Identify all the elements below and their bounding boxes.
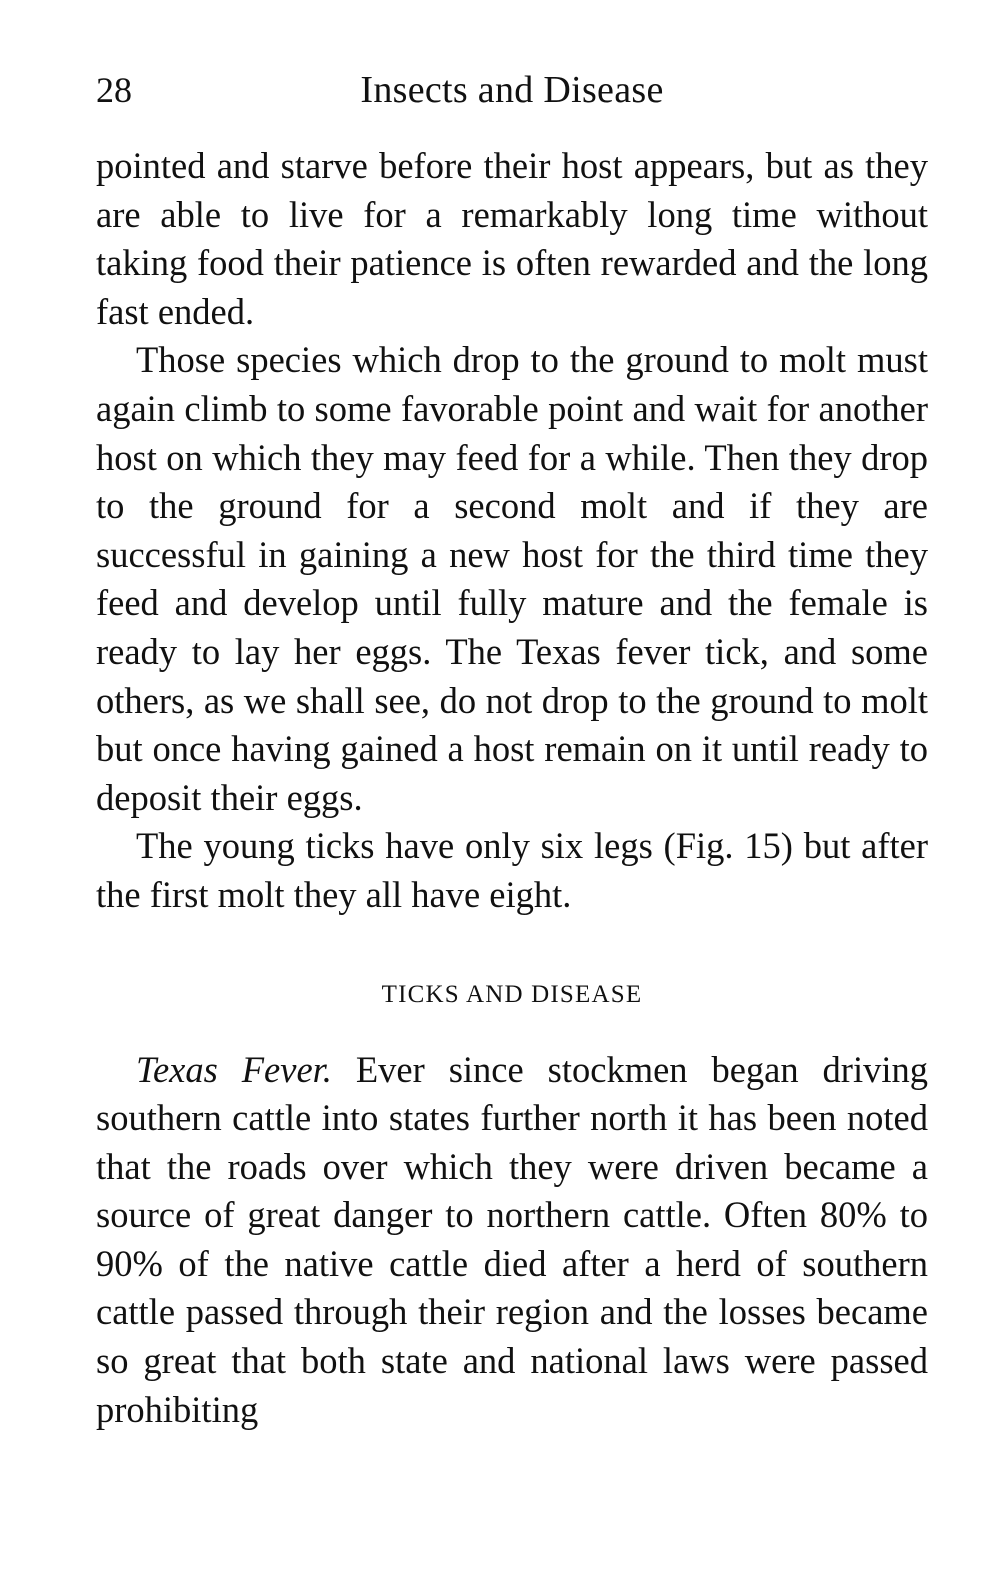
body-text bbox=[96, 142, 928, 1434]
paragraph-molting: Those species which drop to the ground to molt must again climb to some favorable point and wait for another host on which they may feed for a while. Then they drop to the ground for a second molt and if they are successful in gaining a new host for the third time they feed and develop until fully mature and the female is ready to lay her eggs. The Texas fever tick, and some others, as we shall see, do not drop to the ground to molt but once having gained a host remain on it until ready to deposit their eggs. bbox=[96, 339, 928, 818]
section-heading: TICKS AND DISEASE bbox=[381, 980, 643, 1008]
paragraph-young-ticks: The young ticks have only six legs (Fig. 15) but after the first molt they all have eight. bbox=[96, 825, 928, 915]
paragraph-texas-fever bbox=[96, 1046, 928, 1435]
page-header bbox=[96, 62, 928, 118]
run-in-heading: Texas Fever. bbox=[136, 1048, 332, 1090]
paragraph-continuation: pointed and starve before their host appears, but as they are able to live for a remarkably long time without taking food their patience is often rewarded and the long fast ended. bbox=[96, 145, 928, 332]
page-number: 28 bbox=[96, 70, 132, 110]
paragraph-texas-fever-text: Ever since stockmen began driving southern cattle into states further north it has been noted that the roads over which they were driven became a source of great danger to northern cattle. Often 80% to 90% of the native cattle died after a herd of southern cattle passed through their region and the losses became so great that both state and national laws were passed prohibiting bbox=[96, 1048, 928, 1430]
running-title: Insects and Disease bbox=[360, 69, 664, 111]
